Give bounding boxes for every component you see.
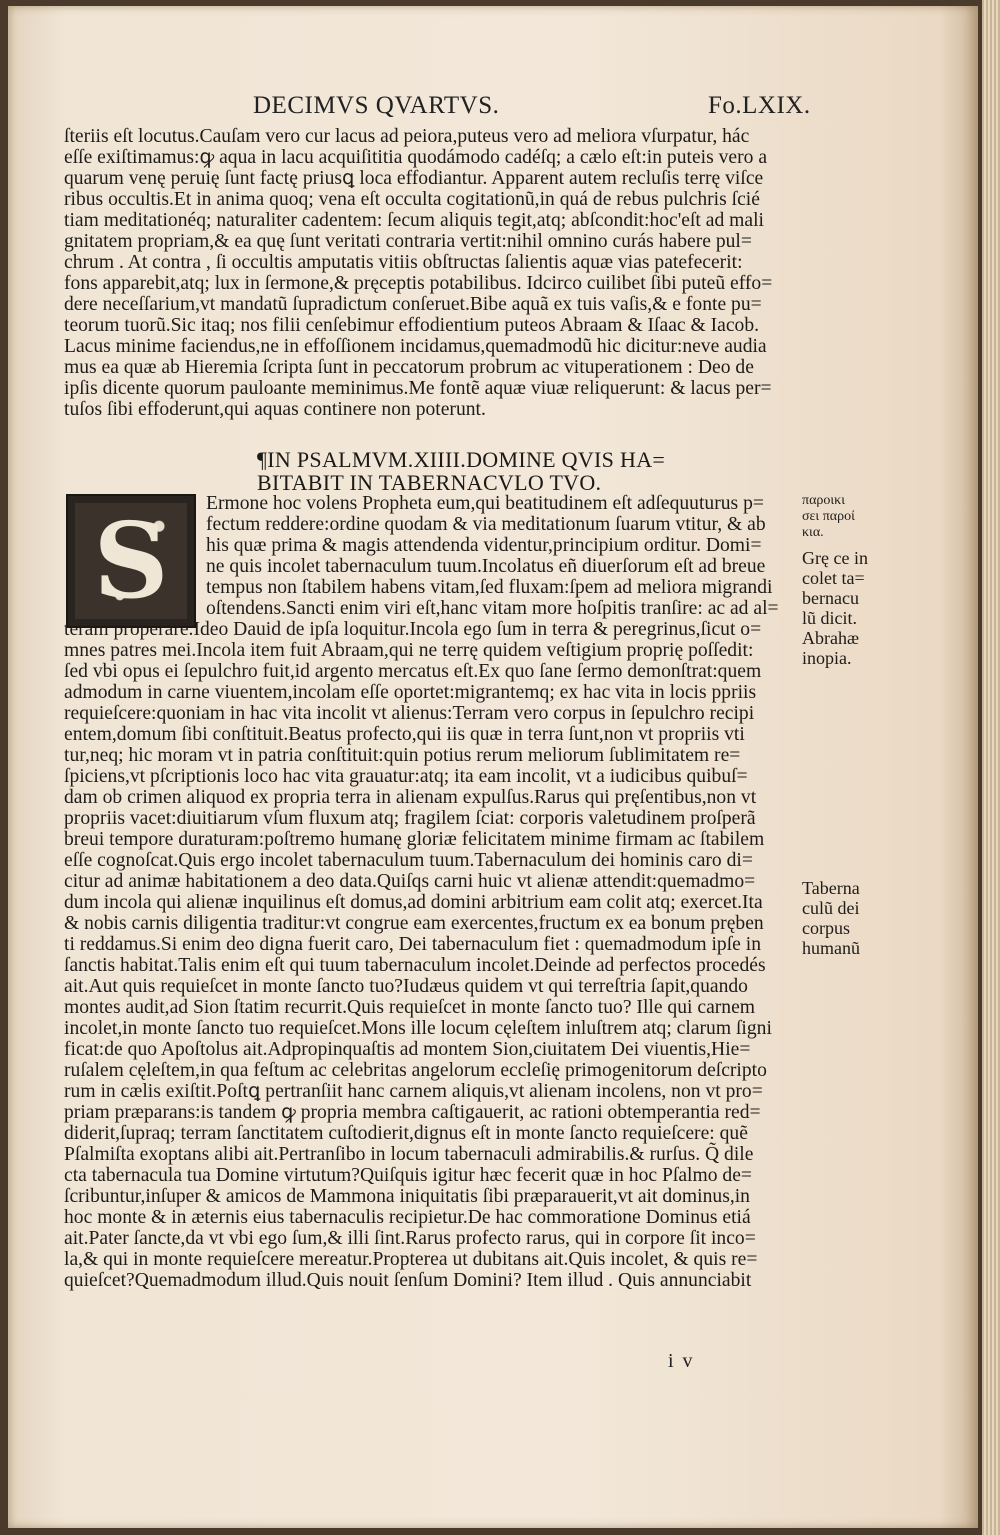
margin-line: corpus: [802, 918, 850, 938]
margin-line: bernacu: [802, 588, 859, 608]
text-line: dum incola qui alienæ inquilinus eſt domus,ad domini arbitrium eam colit atq; exercet.Ita: [64, 892, 763, 913]
text-line: ribus occultis.Et in anima quoq; vena eſt occulta cogitationũ,in quá de rebus pulchris ſcié: [64, 189, 760, 210]
margin-line: Grę ce in: [802, 548, 868, 568]
text-line: rum in cælis exiſtit.Poſtꝗ pertranſiit hanc carnem aliquis,vt alienam incolens, non vt pro=: [64, 1081, 763, 1102]
text-line: entem,domum ſibi conſtituit.Beatus profecto,qui iis quæ in terra ſunt,non vt propriis vti: [64, 724, 745, 745]
text-line: tiam meditationéq; naturaliter cadentem: ſecum aliquis tegit,atq; abſcondit:hoc'eſt ad mali: [64, 210, 764, 231]
text-line: ſteriis eſt locutus.Cauſam vero cur lacus ad peiora,puteus vero ad meliora vſurpatur, hác: [64, 126, 750, 147]
psalm-commentary: [64, 493, 796, 1291]
text-line: Pſalmiſta exoptans alibi ait.Pertranſibo in locum tabernaculi admirabilis.& rurſus. Q̃ dile: [64, 1144, 754, 1165]
text-line: breui tempore duraturam:poſtremo humanę gloriæ felicitatem minime firmam ac ſtabilem: [64, 829, 765, 850]
text-line: ſed vbi opus ei ſepulchro fuit,id argento mercatus eſt.Ex quo ſane ſermo demonſtrat:quem: [64, 661, 762, 682]
margin-line: humanũ: [802, 938, 860, 958]
text-line: ſpiciens,vt pſcriptionis loco hac vita grauatur:atq; ita eam incolit, vt a iudicibus quibuſ=: [64, 766, 748, 787]
marginal-note-taberna: [802, 878, 860, 958]
text-line: citur ad animæ habitationem a deo data.Quiſqs carni huic vt alienæ attendit:quemadmo=: [64, 871, 756, 892]
marginal-note-graece: [802, 548, 868, 668]
text-line: mnes patres mei.Incola item fuit Abraam,qui ne terrę quidem veſtigium proprię poſſedit:: [64, 640, 754, 661]
text-line: teram properare.Ideo Dauid de ipſa loquitur.Incola ego ſum in terra & peregrinus,ſicut o=: [64, 619, 762, 640]
text-line: quarum venę peruię ſunt factę priusꝗ loca effodiantur. Apparent autem recluſis terrę viſce: [64, 168, 764, 189]
text-line: la,& qui in monte requieſcere mereatur.Propterea ut dubitans ait.Quis incolet, & quis re=: [64, 1249, 758, 1270]
text-line: priam præparans:is tandem ꝙ propria membra caſtigauerit, ac rationi obtemperantia red=: [64, 1102, 761, 1123]
text-line: montes audit,ad Sion ſtatim recurrit.Quis requieſcet in monte ſancto tuo? Ille qui carnem: [64, 997, 756, 1018]
text-line: incolet,in monte ſancto tuo requieſcet.Mons ille locum cęleſtem inluſtrem atq; clarum ſigni: [64, 1018, 772, 1039]
margin-line: colet ta=: [802, 568, 865, 588]
text-line: his quæ prima & magis attendenda videntur,principium orditur. Domi=: [206, 535, 762, 556]
margin-line: lũ dicit.: [802, 608, 857, 628]
text-line: tur,neq; hic moram vt in patria conſtituit:quin potius rerum meliorum ſublimitatem re=: [64, 745, 741, 766]
heading-line: ¶IN PSALMVM.XIIII.DOMINE QVIS HA=: [257, 447, 666, 472]
text-line: propriis vacet:diuitiarum vſum fluxum atq; fragilem ſciat: corporis valetudinem proſperã: [64, 808, 756, 829]
text-line: dere neceſſarium,vt mandatũ ſupradictum conſeruet.Bibe aquã ex tuis vaſis,& e fonte pu=: [64, 294, 762, 315]
margin-line: σει παροί: [802, 509, 855, 524]
heading-line: BITABIT IN TABERNACVLO TVO.: [257, 470, 602, 495]
text-line: gnitatem propriam,& ea quę ſunt veritati contraria vertit:nihil omnino curás habere pul=: [64, 231, 752, 252]
page-edge: [982, 0, 1000, 1535]
text-line: requieſcere:quoniam in hac vita incolit vt alienus:Terram vero corpus in ſepulchro recipi: [64, 703, 755, 724]
text-line: Lacus minime faciendus,ne in effoſſionem incidamus,quemadmodũ hic dicitur:neve audia: [64, 336, 767, 357]
opening-text-block: [64, 126, 796, 420]
text-line: oſtendens.Sancti enim viri eſt,hanc vitam more hoſpitis tranſire: ac ad al=: [206, 598, 779, 619]
text-line: ait.Pater ſancte,da vt vbi ego ſum,& illi ſint.Rarus profecto rarus, qui in corpore ſit inco=: [64, 1228, 756, 1249]
text-line: ruſalem cęleſtem,in qua feſtum ac celebritas angelorum eccleſię primogenitorum deſcripto: [64, 1060, 767, 1081]
initial-letter: S: [75, 503, 187, 619]
margin-line: inopia.: [802, 648, 852, 668]
text-line: & nobis carnis diligentia traditur:vt congrue eam exercentes,fructum ex ea bonum pręben: [64, 913, 764, 934]
text-line: fons apparebit,atq; lux in ſermone,& pręceptis potabilibus. Idcirco cuilibet ſibi puteũ effo=: [64, 273, 773, 294]
page-header: [0, 92, 1000, 126]
text-line: ti reddamus.Si enim deo digna fuerit caro, Dei tabernaculum fiet : quemadmodum ipſe in: [64, 934, 762, 955]
text-line: fectum reddere:ordine quodam & via meditationum ſuarum vtitur, & ab: [206, 514, 766, 535]
margin-line: culũ dei: [802, 898, 860, 918]
text-line: admodum in carne viuentem,incolam eſſe oportet:migrantemq; ex hac vita in locis ppriis: [64, 682, 757, 703]
text-line: ne quis incolet tabernaculum tuum.Incolatus eñ diuerſorum eſt ad breue: [206, 556, 766, 577]
marginal-note-greek: [802, 493, 855, 541]
signature-mark: i v: [668, 1350, 695, 1372]
text-line: diderit,ſupraq; terram ſanctitatem cuſtodierit,dignus eſt in monte ſancto requieſcere: quẽ: [64, 1123, 748, 1144]
text-line: dam ob crimen aliquod ex propria terra in alienam expulſus.Rarus qui pręſentibus,non vt: [64, 787, 757, 808]
running-head: DECIMVS QVARTVS.: [253, 92, 500, 119]
text-line: ſanctis habitat.Talis enim eſt qui tuum tabernaculum incolet.Deinde ad perfectos procedés: [64, 955, 766, 976]
psalm-heading: [257, 448, 817, 494]
text-line: chrum . At contra , ſi occultis amputatis vitiis obſtructas ſalientis aquæ vias patefecerit:: [64, 252, 743, 273]
text-line: cta tabernacula tua Domine virtutum?Quiſquis igitur hæc fecerit quæ in hoc Pſalmo de=: [64, 1165, 752, 1186]
text-line: tempus non ſtabilem habens vitam,ſed fluxam:ſpem ad meliora migrandi: [206, 577, 773, 598]
folio-number: Fo.LXIX.: [708, 92, 811, 119]
text-line: tuſos ſibi effoderunt,qui aquas continere non poterunt.: [64, 399, 486, 420]
text-line: quieſcet?Quemadmodum illud.Quis nouit ſenſum Domini? Item illud . Quis annunciabit: [64, 1270, 752, 1291]
text-line: hoc monte & in æternis eius tabernaculis recipietur.De hac commoratione Dominus etiá: [64, 1207, 751, 1228]
margin-line: Taberna: [802, 878, 860, 898]
text-line: ſcribuntur,inſuper & amicos de Mammona iniquitatis ſibi præparauerit,vt ait dominus,in: [64, 1186, 750, 1207]
text-line: ait.Aut quis requieſcet in monte ſancto tuo?Iudæus quidem vt qui terreſtria ſapit,quando: [64, 976, 748, 997]
text-line: teorum tuorũ.Sic itaq; nos filii cenſebimur effodientium puteos Abraam & Iſaac & Iacob.: [64, 315, 760, 336]
text-line: mus ea quæ ab Hieremia ſcripta ſunt in peccatorum probrum ac vituperationem : Deo de: [64, 357, 754, 378]
text-line: eſſe cognoſcat.Quis ergo incolet tabernaculum tuum.Tabernaculum dei hominis caro di=: [64, 850, 753, 871]
margin-line: Abrahæ: [802, 628, 859, 648]
margin-line: κια.: [802, 525, 824, 540]
text-line: ficat:de quo Apoſtolus ait.Adpropinquaſtis ad montem Sion,ciuitatem Dei viuentis,Hie=: [64, 1039, 751, 1060]
text-line: eſſe exiſtimamus:ꝙ aqua in lacu acquiſititia quodámodo cadéſq; a cælo eſt:in puteis vero a: [64, 147, 768, 168]
text-line: ipſis dicente quorum pauloante meminimus.Me fontẽ aquæ viuæ reliquerunt: & lacus per=: [64, 378, 772, 399]
text-line: Ermone hoc volens Propheta eum,qui beatitudinem eſt adſequuturus p=: [206, 493, 764, 514]
margin-line: παροικι: [802, 493, 845, 508]
